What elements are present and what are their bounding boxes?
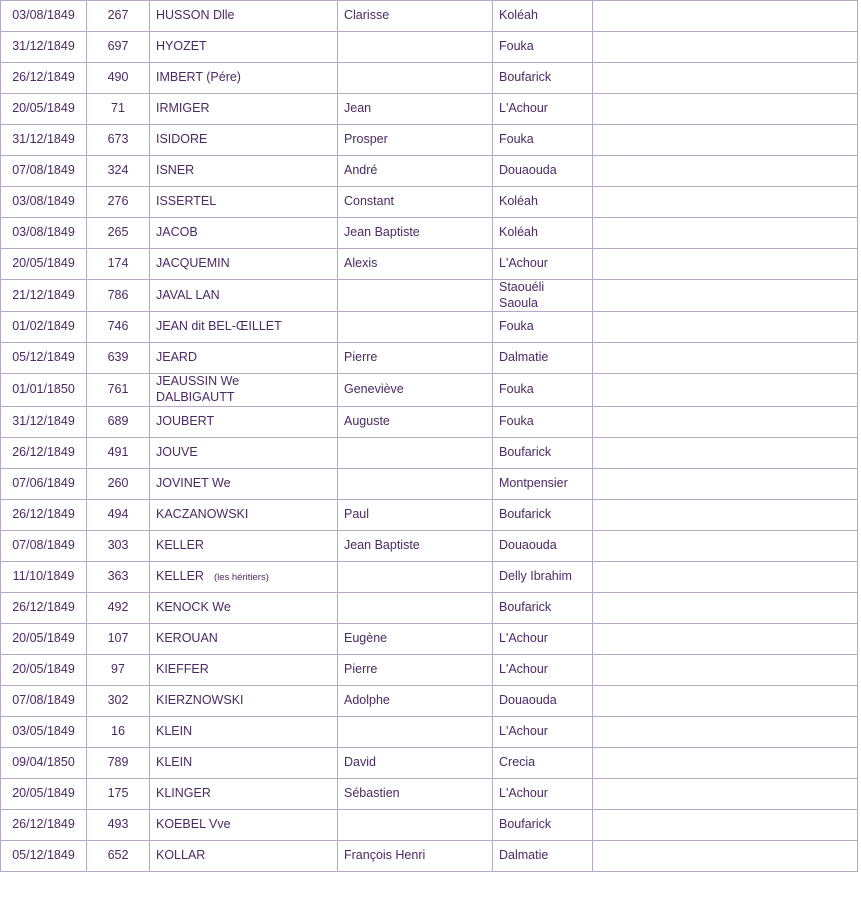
table-row [1, 437, 858, 468]
cell-date: 03/08/1849 [1, 218, 87, 249]
cell-notes [593, 156, 858, 187]
cell-number: 494 [87, 499, 150, 530]
cell-surname: KLEIN [150, 716, 338, 747]
cell-place: Koléah [493, 218, 593, 249]
cell-number: 363 [87, 561, 150, 592]
cell-date: 09/04/1850 [1, 747, 87, 778]
cell-date: 20/05/1849 [1, 778, 87, 809]
cell-number: 107 [87, 623, 150, 654]
cell-place: Dalmatie [493, 840, 593, 871]
cell-date: 20/05/1849 [1, 623, 87, 654]
cell-place: Fouka [493, 406, 593, 437]
cell-firstname [338, 312, 493, 343]
cell-notes [593, 32, 858, 63]
cell-place: Koléah [493, 1, 593, 32]
cell-surname: JOUBERT [150, 406, 338, 437]
cell-surname: JACOB [150, 218, 338, 249]
table-row [1, 343, 858, 374]
cell-date: 03/08/1849 [1, 1, 87, 32]
cell-place: Crecia [493, 747, 593, 778]
cell-firstname: Sébastien [338, 778, 493, 809]
cell-number: 302 [87, 685, 150, 716]
cell-number: 789 [87, 747, 150, 778]
cell-notes [593, 312, 858, 343]
cell-place: Fouka [493, 312, 593, 343]
cell-notes [593, 218, 858, 249]
table-row [1, 747, 858, 778]
cell-firstname [338, 437, 493, 468]
cell-number: 491 [87, 437, 150, 468]
table-row [1, 32, 858, 63]
cell-date: 31/12/1849 [1, 406, 87, 437]
cell-notes [593, 716, 858, 747]
cell-firstname: Adolphe [338, 685, 493, 716]
cell-date: 26/12/1849 [1, 437, 87, 468]
cell-firstname: Pierre [338, 654, 493, 685]
cell-surname: KELLER (les héritiers) [150, 561, 338, 592]
cell-number: 697 [87, 32, 150, 63]
cell-surname: HUSSON Dlle [150, 1, 338, 32]
cell-firstname: Prosper [338, 125, 493, 156]
cell-number: 267 [87, 1, 150, 32]
cell-firstname [338, 32, 493, 63]
cell-surname: JAVAL LAN [150, 280, 338, 312]
cell-firstname: André [338, 156, 493, 187]
cell-place: Dalmatie [493, 343, 593, 374]
cell-notes [593, 94, 858, 125]
cell-surname: JEAN dit BEL-ŒILLET [150, 312, 338, 343]
cell-place: Boufarick [493, 63, 593, 94]
table-row [1, 374, 858, 406]
cell-date: 05/12/1849 [1, 840, 87, 871]
cell-number: 652 [87, 840, 150, 871]
cell-place: Boufarick [493, 592, 593, 623]
table-row [1, 187, 858, 218]
cell-notes [593, 187, 858, 218]
cell-number: 492 [87, 592, 150, 623]
cell-notes [593, 499, 858, 530]
cell-date: 26/12/1849 [1, 809, 87, 840]
cell-firstname: Jean Baptiste [338, 218, 493, 249]
table-row [1, 312, 858, 343]
cell-firstname: Pierre [338, 343, 493, 374]
cell-place: L'Achour [493, 249, 593, 280]
cell-surname: KELLER [150, 530, 338, 561]
table-row [1, 840, 858, 871]
cell-notes [593, 249, 858, 280]
cell-firstname: Paul [338, 499, 493, 530]
cell-firstname: François Henri [338, 840, 493, 871]
cell-place: Douaouda [493, 530, 593, 561]
cell-date: 20/05/1849 [1, 654, 87, 685]
table-row [1, 218, 858, 249]
cell-number: 490 [87, 63, 150, 94]
cell-place: Boufarick [493, 809, 593, 840]
cell-date: 31/12/1849 [1, 32, 87, 63]
cell-date: 01/02/1849 [1, 312, 87, 343]
cell-surname: ISIDORE [150, 125, 338, 156]
cell-number: 746 [87, 312, 150, 343]
cell-surname: KACZANOWSKI [150, 499, 338, 530]
cell-surname: ISSERTEL [150, 187, 338, 218]
cell-notes [593, 63, 858, 94]
table-row [1, 561, 858, 592]
cell-surname: KIERZNOWSKI [150, 685, 338, 716]
cell-notes [593, 778, 858, 809]
cell-number: 303 [87, 530, 150, 561]
cell-notes [593, 592, 858, 623]
cell-place [493, 280, 593, 312]
cell-date: 01/01/1850 [1, 374, 87, 406]
table-row [1, 685, 858, 716]
table-row [1, 809, 858, 840]
cell-firstname [338, 468, 493, 499]
cell-firstname: Jean [338, 94, 493, 125]
cell-date: 07/08/1849 [1, 156, 87, 187]
surname-line-2: DALBIGAUTT [156, 389, 235, 404]
cell-date: 07/06/1849 [1, 468, 87, 499]
cell-date: 21/12/1849 [1, 280, 87, 312]
place-line-1: Staouéli [499, 280, 545, 294]
cell-date: 20/05/1849 [1, 249, 87, 280]
place-line-2: Saoula [499, 295, 538, 310]
cell-surname: KEROUAN [150, 623, 338, 654]
cell-firstname [338, 809, 493, 840]
table-row [1, 716, 858, 747]
cell-notes [593, 437, 858, 468]
cell-place: L'Achour [493, 623, 593, 654]
cell-surname: KLEIN [150, 747, 338, 778]
cell-notes [593, 374, 858, 406]
cell-firstname [338, 63, 493, 94]
cell-surname: JEARD [150, 343, 338, 374]
cell-surname: KLINGER [150, 778, 338, 809]
cell-place: Douaouda [493, 156, 593, 187]
cell-place: L'Achour [493, 654, 593, 685]
cell-date: 05/12/1849 [1, 343, 87, 374]
cell-firstname [338, 592, 493, 623]
cell-firstname: Eugène [338, 623, 493, 654]
cell-firstname: Geneviève [338, 374, 493, 406]
table-row [1, 592, 858, 623]
cell-number: 324 [87, 156, 150, 187]
cell-place: Montpensier [493, 468, 593, 499]
cell-date: 26/12/1849 [1, 499, 87, 530]
cell-firstname: David [338, 747, 493, 778]
cell-place: Boufarick [493, 437, 593, 468]
cell-notes [593, 280, 858, 312]
table-row [1, 156, 858, 187]
cell-date: 07/08/1849 [1, 530, 87, 561]
table-row [1, 249, 858, 280]
cell-date: 26/12/1849 [1, 63, 87, 94]
cell-notes [593, 809, 858, 840]
cell-date: 26/12/1849 [1, 592, 87, 623]
table-row [1, 280, 858, 312]
cell-notes [593, 685, 858, 716]
cell-number: 689 [87, 406, 150, 437]
cell-notes [593, 343, 858, 374]
cell-surname: KENOCK We [150, 592, 338, 623]
cell-surname: IRMIGER [150, 94, 338, 125]
cell-notes [593, 1, 858, 32]
cell-date: 11/10/1849 [1, 561, 87, 592]
cell-number: 493 [87, 809, 150, 840]
cell-surname: JACQUEMIN [150, 249, 338, 280]
cell-place: Fouka [493, 125, 593, 156]
cell-number: 265 [87, 218, 150, 249]
cell-number: 97 [87, 654, 150, 685]
cell-date: 03/05/1849 [1, 716, 87, 747]
cell-firstname [338, 280, 493, 312]
cell-notes [593, 530, 858, 561]
table-row [1, 499, 858, 530]
cell-notes [593, 561, 858, 592]
cell-date: 20/05/1849 [1, 94, 87, 125]
cell-number: 276 [87, 187, 150, 218]
cell-place: L'Achour [493, 778, 593, 809]
cell-surname: ISNER [150, 156, 338, 187]
table-row [1, 125, 858, 156]
table-row [1, 1, 858, 32]
cell-number: 260 [87, 468, 150, 499]
cell-number: 673 [87, 125, 150, 156]
cell-surname: IMBERT (Pére) [150, 63, 338, 94]
cell-notes [593, 125, 858, 156]
cell-place: Boufarick [493, 499, 593, 530]
cell-firstname [338, 561, 493, 592]
cell-number: 175 [87, 778, 150, 809]
cell-firstname: Alexis [338, 249, 493, 280]
cell-place: Fouka [493, 374, 593, 406]
cell-surname: JOVINET We [150, 468, 338, 499]
table-row [1, 94, 858, 125]
cell-notes [593, 623, 858, 654]
surname-annotation: (les héritiers) [213, 571, 269, 583]
table-row [1, 468, 858, 499]
cell-notes [593, 654, 858, 685]
cell-firstname: Auguste [338, 406, 493, 437]
cell-firstname: Constant [338, 187, 493, 218]
table-row [1, 530, 858, 561]
cell-firstname: Clarisse [338, 1, 493, 32]
cell-surname: HYOZET [150, 32, 338, 63]
cell-surname [150, 374, 338, 406]
cell-notes [593, 468, 858, 499]
cell-number: 174 [87, 249, 150, 280]
cell-number: 639 [87, 343, 150, 374]
cell-number: 16 [87, 716, 150, 747]
cell-date: 03/08/1849 [1, 187, 87, 218]
table-row [1, 654, 858, 685]
cell-place: Delly Ibrahim [493, 561, 593, 592]
cell-number: 761 [87, 374, 150, 406]
cell-place: L'Achour [493, 94, 593, 125]
cell-number: 786 [87, 280, 150, 312]
cell-firstname: Jean Baptiste [338, 530, 493, 561]
cell-notes [593, 840, 858, 871]
cell-notes [593, 406, 858, 437]
cell-surname: JOUVE [150, 437, 338, 468]
table-row [1, 63, 858, 94]
cell-firstname [338, 716, 493, 747]
table-row [1, 406, 858, 437]
cell-date: 07/08/1849 [1, 685, 87, 716]
cell-place: Koléah [493, 187, 593, 218]
table-row [1, 778, 858, 809]
cell-date: 31/12/1849 [1, 125, 87, 156]
cell-notes [593, 747, 858, 778]
records-table-body [1, 1, 858, 872]
cell-number: 71 [87, 94, 150, 125]
surname-line-1: JEAUSSIN We [156, 374, 240, 389]
cell-surname: KOLLAR [150, 840, 338, 871]
cell-surname: KOEBEL Vve [150, 809, 338, 840]
cell-place: Fouka [493, 32, 593, 63]
cell-surname: KIEFFER [150, 654, 338, 685]
table-row [1, 623, 858, 654]
cell-place: Douaouda [493, 685, 593, 716]
cell-place: L'Achour [493, 716, 593, 747]
